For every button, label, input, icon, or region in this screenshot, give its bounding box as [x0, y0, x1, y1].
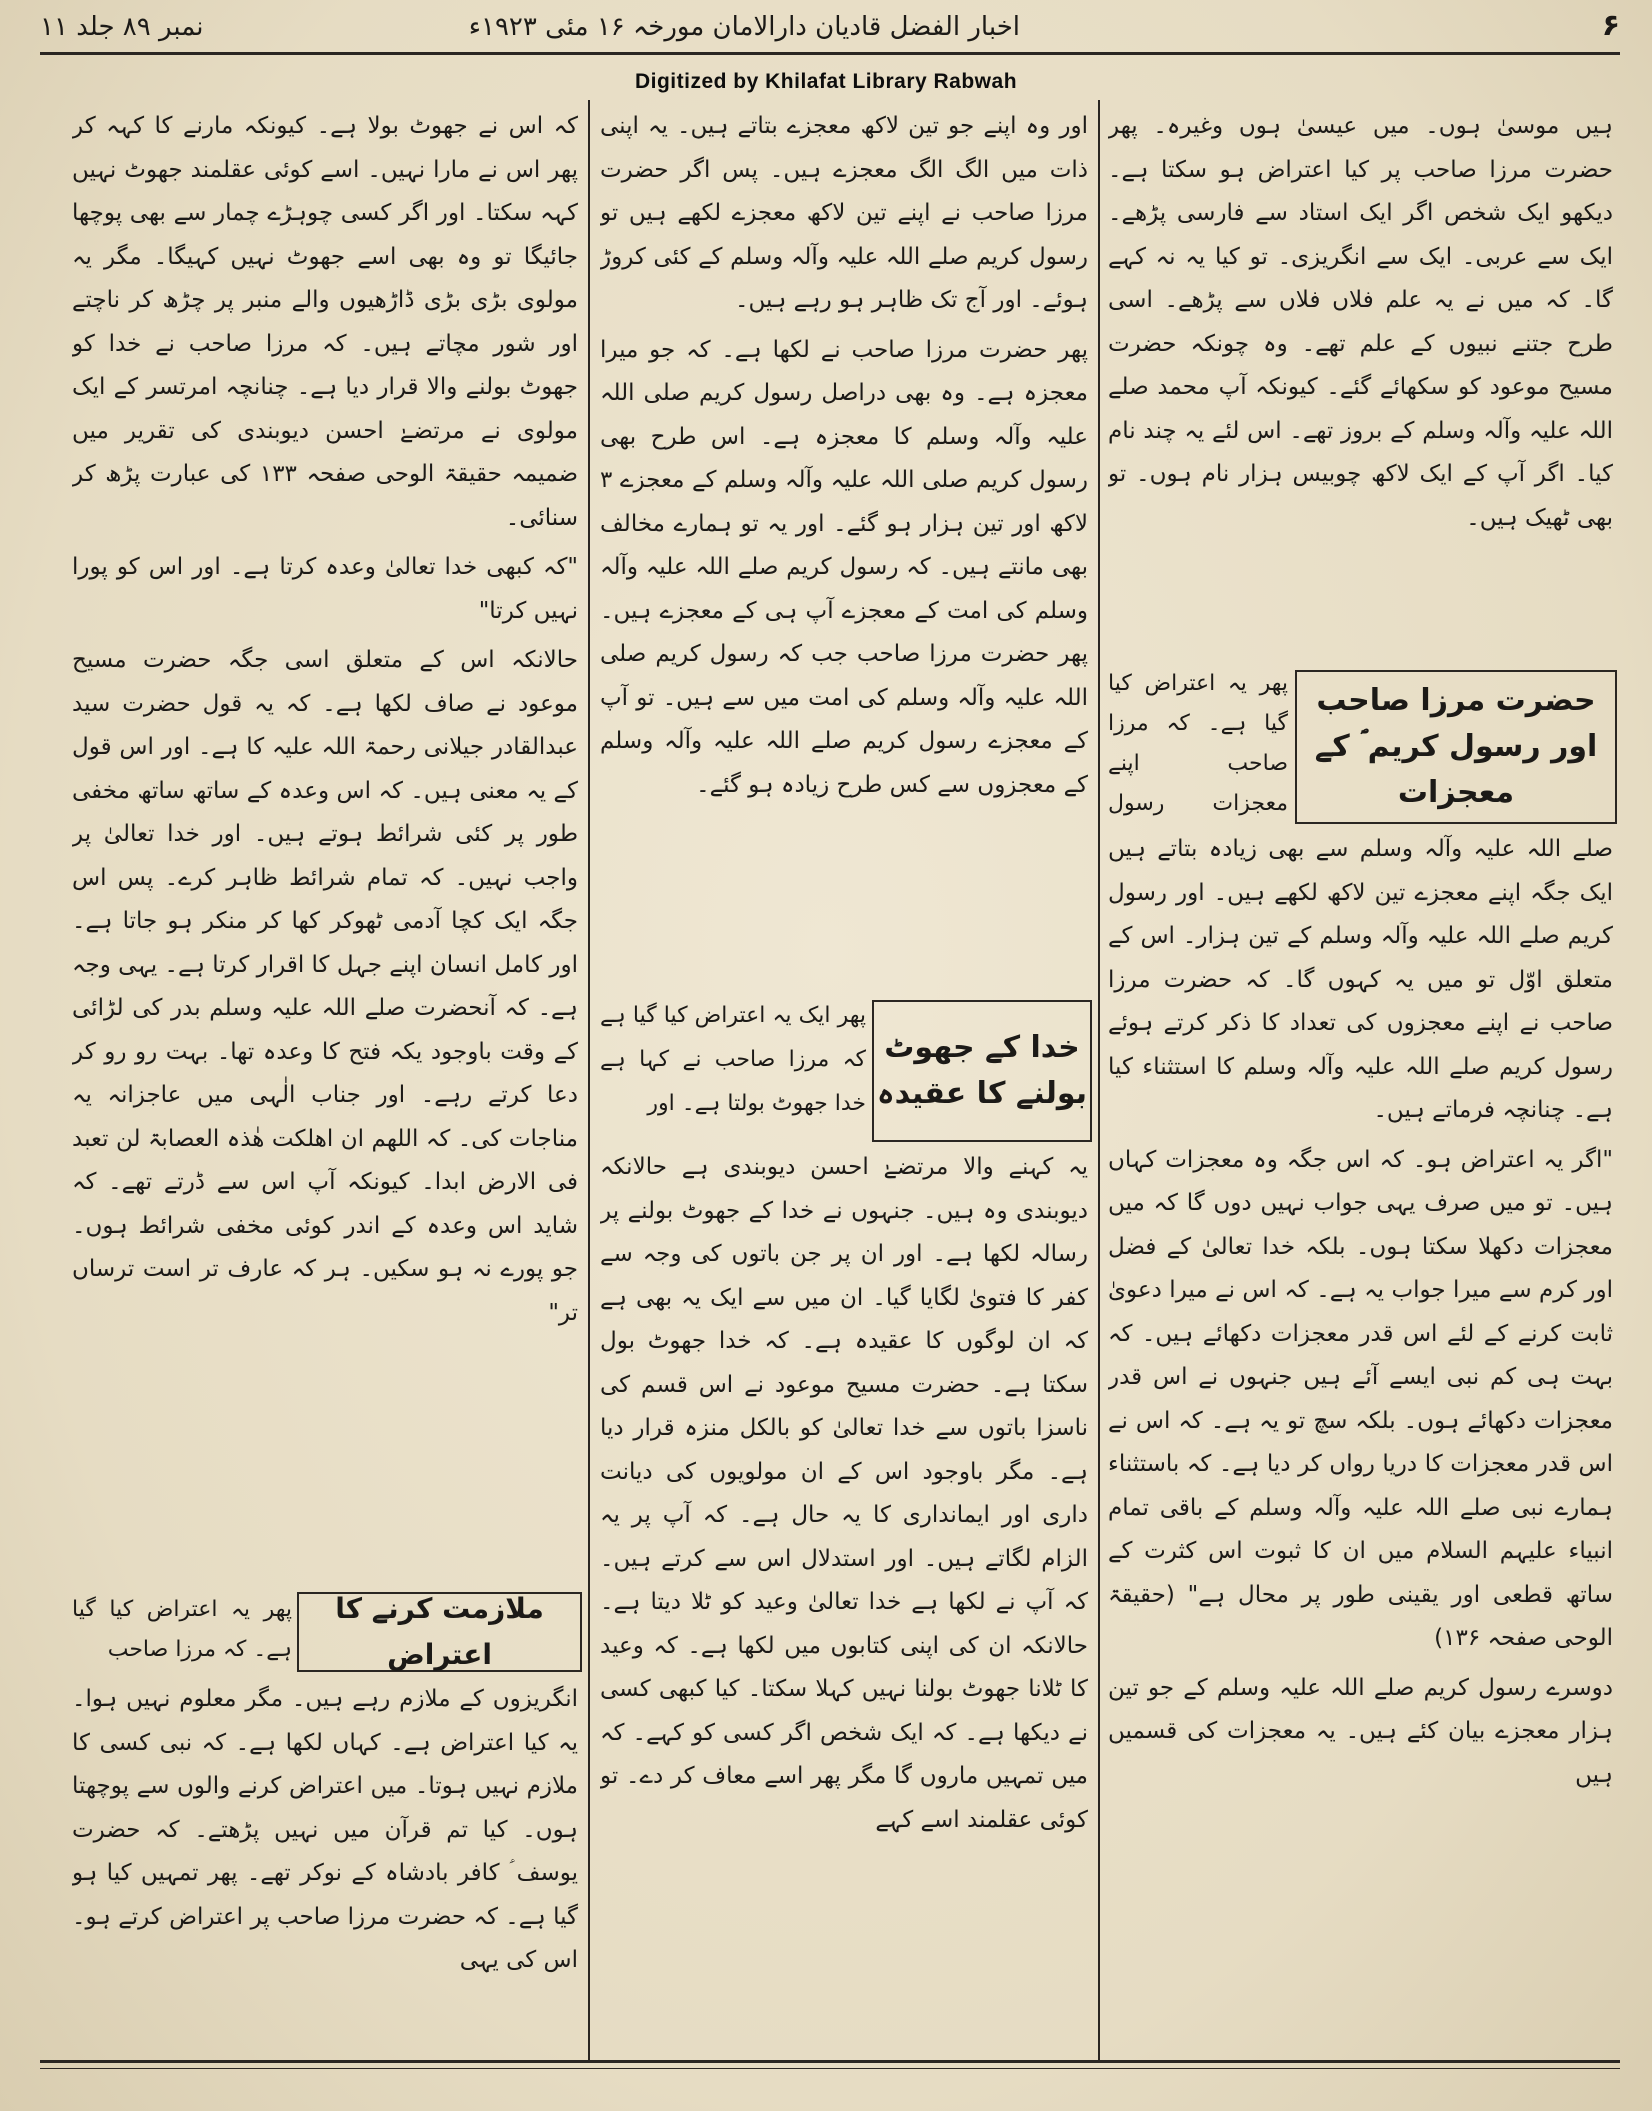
bottom-rule-thin — [40, 2068, 1620, 2069]
right-column-top — [1108, 105, 1613, 645]
middle-para-3-intro: پھر ایک یہ اعتراض کیا گیا ہے کہ مرزا صاحب نے کہا ہے خدا جھوٹ بولتا ہے۔ اور — [600, 1003, 866, 1116]
middle-para-1: اور وہ اپنے جو تین لاکھ معجزے بتاتے ہیں۔ یہ اپنی ذات میں الگ الگ معجزے ہیں۔ پس اگر حضرت مرزا صاحب نے اپنے تین لاکھ معجزے لکھے ہیں تو رسول کریم صلے اللہ علیہ وآلہ وسلم کے کئی کروڑ ہوئے۔ اور آج تک ظاہر ہو رہے ہیں۔ — [600, 113, 1088, 313]
right-heading-side — [1108, 664, 1288, 824]
left-para-2: حالانکہ اس کے متعلق اسی جگہ حضرت مسیح موعود نے صاف لکھا ہے۔ کہ یہ قول حضرت سید عبدالقادر جیلانی رحمۃ اللہ علیہ کا ہے۔ اور اس قول کے یہ معنی ہیں۔ کہ اس وعدہ کے ساتھ ساتھ مخفی طور پر کئی شرائط ہوتے ہیں۔ اور خدا تعالیٰ پر واجب نہیں۔ کہ تمام شرائط ظاہر کرے۔ پس اس جگہ ایک کچا آدمی ٹھوکر کھا کر منکر ہو جاتا ہے۔ اور کامل انسان اپنے جہل کا اقرار کرتا ہے۔ یہی وجہ ہے۔ کہ آنحضرت صلے اللہ علیہ وسلم بدر کی لڑائی کے وقت باوجود یکہ فتح کا وعدہ تھا۔ بہت رو رو کر دعا کرتے رہے۔ اور جناب الٰہی میں عاجزانہ یہ مناجات کی۔ کہ اللھم ان اھلکت ھٰذہ العصابۃ لن تعبد فی الارض ابدا۔ کیونکہ آپ اس سے ڈرتے تھے۔ کہ شاید اس وعدہ کے اندر کوئی مخفی شرائط ہوں۔ جو پورے نہ ہو سکیں۔ ہر کہ عارف تر است ترساں تر" — [72, 647, 578, 1326]
middle-para-3: یہ کہنے والا مرتضےٰ احسن دیوبندی ہے حالانکہ دیوبندی وہ ہیں۔ جنہوں نے خدا کے جھوٹ بولنے پر رسالہ لکھا ہے۔ اور ان پر جن باتوں کی وجہ سے کفر کا فتویٰ لگایا گیا۔ ان میں سے ایک یہ بھی ہے کہ ان لوگوں کا عقیدہ ہے۔ کہ خدا جھوٹ بول سکتا ہے۔ حضرت مسیح موعود نے اس قسم کی ناسزا باتوں سے خدا تعالیٰ کو بالکل منزہ قرار دیا ہے۔ مگر باوجود اس کے ان مولویوں کی دیانت داری اور ایمانداری کا یہ حال ہے۔ کہ آپ پر یہ الزام لگاتے ہیں۔ اور استدلال اس سے کرتے ہیں۔ کہ آپ نے لکھا ہے خدا تعالیٰ وعید کو ٹلا دیتا ہے۔ حالانکہ ان کی اپنی کتابوں میں لکھا ہے۔ کہ وعید کا ٹلانا جھوٹ بولنا نہیں کہلا سکتا۔ کیا کبھی کسی نے دیکھا ہے۔ کہ ایک شخص اگر کسی کو کہے۔ کہ میں تمہیں ماروں گا مگر پھر اسے معاف کر دے۔ تو کوئی عقلمند اسے کہے — [600, 1154, 1088, 1833]
right-heading: حضرت مرزا صاحب اور رسول کریم ؐ کے معجزات — [1314, 683, 1598, 810]
right-quote: "اگر یہ اعتراض ہو۔ کہ اس جگہ وہ معجزات کہاں ہیں۔ تو میں صرف یہی جواب نہیں دوں گا کہ میں معجزات دکھلا سکتا ہوں۔ بلکہ خدا تعالیٰ کے فضل اور کرم سے میرا جواب یہ ہے۔ کہ اس نے میرا دعویٰ ثابت کرنے کے لئے اس قدر معجزات دکھائے ہیں۔ کہ بہت ہی کم نبی ایسے آئے ہیں جنہوں نے اس قدر معجزات دکھائے ہوں۔ بلکہ سچ تو یہ ہے۔ کہ اس نے اس قدر معجزات کا دریا رواں کر دیا ہے۔ کہ باستثناء ہمارے نبی صلے اللہ علیہ وآلہ وسلم کے باقی تمام انبیاء علیہم السلام میں ان کا ثبوت اس کثرت کے ساتھ قطعی اور یقینی طور پر محال ہے" (حقیقۃ الوحی صفحہ ۱۳۶) — [1108, 1146, 1613, 1651]
masthead-title: اخبار الفضل قادیان دارالامان مورخہ ۱۶ مئی ۱۹۲۳ء — [468, 12, 1020, 42]
column-divider-left — [588, 100, 590, 2060]
right-para-2: صلے اللہ علیہ وآلہ وسلم سے بھی زیادہ بتاتے ہیں ایک جگہ اپنے معجزے تین لاکھ لکھے ہیں۔ اور رسول کریم صلے اللہ علیہ وآلہ وسلم کے تین ہزار۔ اس کے متعلق اوّل تو میں یہ کہوں گا۔ کہ حضرت مرزا صاحب نے اپنے معجزوں کی تعداد کا ذکر کرتے ہوئے رسول کریم صلے اللہ علیہ وآلہ وسلم کا استثناء کیا ہے۔ چنانچہ فرماتے ہیں۔ — [1108, 836, 1613, 1123]
right-para-1: ہیں موسیٰ ہوں۔ میں عیسیٰ ہوں وغیرہ۔ پھر حضرت مرزا صاحب پر کیا اعتراض ہو سکتا ہے۔ دیکھو ایک شخص اگر ایک استاد سے فارسی پڑھے۔ ایک سے عربی۔ ایک سے انگریزی۔ تو کیا یہ نہ کہے گا۔ کہ میں نے یہ علم فلاں فلاں سے پڑھے۔ اسی طرح جتنے نبیوں کے علم تھے۔ وہ چونکہ حضرت مسیح موعود کو سکھائے گئے۔ کیونکہ آپ محمد صلے اللہ علیہ وآلہ وسلم کے بروز تھے۔ اس لئے یہ چند نام کیا۔ اگر آپ کے ایک لاکھ چوبیس ہزار نام ہوں۔ تو بھی ٹھیک ہیں۔ — [1108, 113, 1613, 531]
left-column-bottom — [72, 1678, 578, 2038]
right-para-2-intro: پھر یہ اعتراض کیا گیا ہے۔ کہ مرزا صاحب اپنے معجزات رسول — [1108, 671, 1288, 816]
middle-column-bottom — [600, 1146, 1088, 2038]
masthead — [40, 8, 1620, 55]
right-para-3: دوسرے رسول کریم صلے اللہ علیہ وسلم کے جو تین ہزار معجزے بیان کئے ہیں۔ یہ معجزات کی قسمیں ہیں — [1108, 1674, 1613, 1788]
left-heading: ملازمت کرنے کا اعتراض — [335, 1592, 544, 1671]
right-column-bottom — [1108, 828, 1613, 2038]
bottom-rule — [40, 2060, 1620, 2063]
digitization-watermark: Digitized by Khilafat Library Rabwah — [634, 70, 1018, 93]
left-column-top — [72, 105, 578, 1585]
left-para-3-intro: پھر یہ اعتراض کیا گیا ہے۔ کہ مرزا صاحب — [72, 1597, 292, 1662]
left-heading-box — [297, 1592, 582, 1672]
left-quote: "کہ کبھی خدا تعالیٰ وعدہ کرتا ہے۔ اور اس کو پورا نہیں کرتا" — [72, 554, 578, 624]
middle-heading: خدا کے جھوٹ بولنے کا عقیدہ — [877, 1030, 1087, 1111]
middle-heading-box — [872, 1000, 1092, 1142]
left-para-1: کہ اس نے جھوٹ بولا ہے۔ کیونکہ مارنے کا کہہ کر پھر اس نے مارا نہیں۔ اسے کوئی عقلمند جھوٹ نہیں کہہ سکتا۔ اور اگر کسی چوہڑے چمار سے بھی پوچھا جائیگا تو وہ بھی اسے جھوٹ نہیں کہیگا۔ مگر یہ مولوی بڑی بڑی ڈاڑھیوں والے منبر پر چڑھ کر ناچتے اور شور مچاتے ہیں۔ کہ مرزا صاحب نے خدا کو جھوٹ بولنے والا قرار دیا ہے۔ چنانچہ امرتسر کے ایک مولوی نے مرتضےٰ احسن دیوبندی کی تقریر میں ضمیمہ حقیقۃ الوحی صفحہ ۱۳۳ کی عبارت پڑھ کر سنائی۔ — [72, 113, 578, 531]
issue-number: نمبر ۸۹ جلد ۱۱ — [40, 12, 204, 42]
middle-column-top — [600, 105, 1088, 990]
page-number: ۶ — [1601, 8, 1620, 43]
right-heading-box — [1295, 670, 1617, 824]
left-para-3: انگریزوں کے ملازم رہے ہیں۔ مگر معلوم نہیں ہوا۔ یہ کیا اعتراض ہے۔ کہاں لکھا ہے۔ کہ نبی کسی کا ملازم نہیں ہوتا۔ میں اعتراض کرنے والوں سے پوچھتا ہوں۔ کیا تم قرآن میں نہیں پڑھتے۔ کہ حضرت یوسف ؑ کافر بادشاہ کے نوکر تھے۔ پھر تمہیں کیا ہو گیا ہے۔ کہ حضرت مرزا صاحب پر اعتراض کرتے ہو۔ اس کی یہی — [72, 1686, 578, 1973]
middle-heading-side — [600, 994, 866, 1142]
left-heading-side — [72, 1590, 292, 1674]
column-divider-right — [1098, 100, 1100, 2060]
middle-para-2: پھر حضرت مرزا صاحب نے لکھا ہے۔ کہ جو میرا معجزہ ہے۔ وہ بھی دراصل رسول کریم صلی اللہ علیہ وآلہ وسلم کا معجزہ ہے۔ اس طرح بھی رسول کریم صلی اللہ علیہ وآلہ وسلم کے معجزے ۳ لاکھ اور تین ہزار ہو گئے۔ اور یہ تو ہمارے مخالف بھی مانتے ہیں۔ کہ رسول کریم صلے اللہ علیہ وآلہ وسلم کی امت کے معجزے آپ ہی کے معجزے ہیں۔ پھر حضرت مرزا صاحب جب کہ رسول کریم صلی اللہ علیہ وآلہ وسلم کی امت میں سے ہیں۔ تو آپ کے معجزے رسول کریم صلے اللہ علیہ وآلہ وسلم کے معجزوں سے کس طرح زیادہ ہو گئے۔ — [600, 336, 1088, 798]
